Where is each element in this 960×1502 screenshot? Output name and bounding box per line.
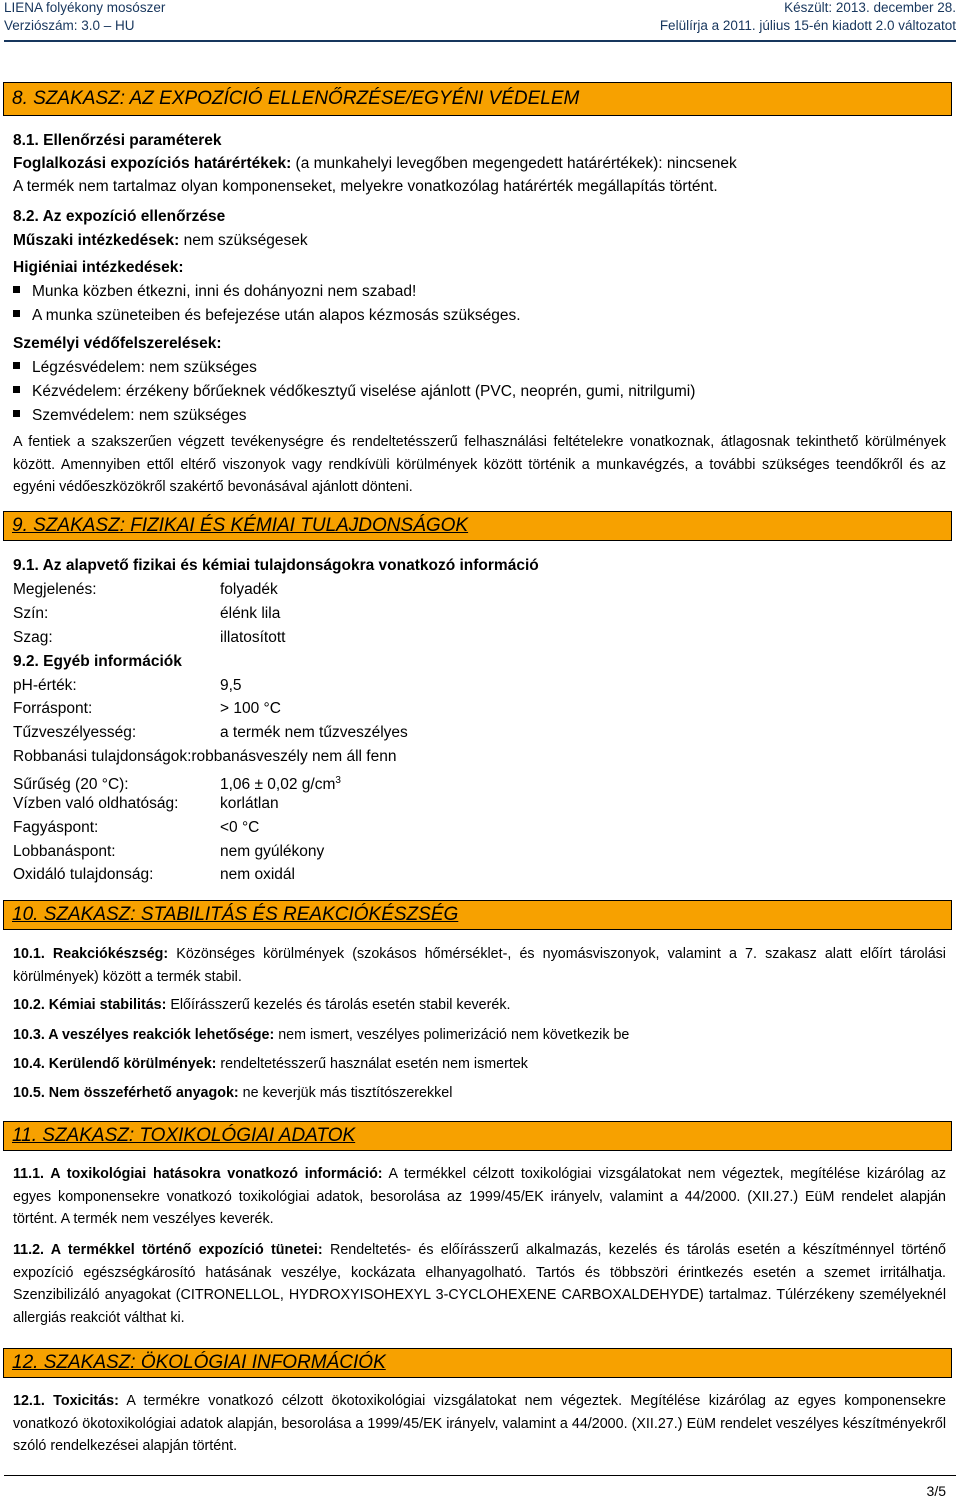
paragraph-11-2: 11.2. A termékkel történő expozíció tünetei: Rendeltetés- és előírásszerű alkalmazás, kezelés és tárolás esetén a készítménnyel történő expozíció egészségkárosító hatásának veszélye, kockázata elhanyagolható. Tartós és többszöri érintkezés esetén a szemet irritálhatja. Szenzibilizáló anyagokat (CITRONELLOL, HYDROXYISOHEXYL 3-CYCLOHEXENE CARBOXALDEHYDE) tartalmaz. Túlérzékeny személyeknél allergiás reakciót válthat ki. <box>13 1242 947 1326</box>
footer-divider <box>4 1475 956 1476</box>
bullet-item: Munka közben étkezni, inni és dohányozni nem szabad! <box>13 280 416 303</box>
bullet-square-icon <box>13 286 20 293</box>
bullet-square-icon <box>13 386 20 393</box>
page-header-row-1 <box>4 0 956 18</box>
paragraph-10-1: 10.1. Reakciókészség: Közönséges körülmények (szokásos hőmérséklet-, és nyomásviszonyok, valamint a 7. szakasz alatt előírt tárolási körülmények) között a termék stabil. <box>13 946 946 985</box>
header-product: LIENA folyékony mosószer <box>4 0 166 15</box>
property-row: Szín: élénk lila <box>13 605 281 622</box>
page-header-row-2 <box>4 18 956 36</box>
section-12-title: 12. SZAKASZ: ÖKOLÓGIAI INFORMÁCIÓK <box>3 1348 952 1378</box>
bullet-item: Szemvédelem: nem szükséges <box>13 404 247 427</box>
property-row: Szag: illatosított <box>13 629 286 646</box>
components-line: A termék nem tartalmaz olyan komponenseket, melyekre vonatkozólag határérték megállapítás történt. <box>13 178 718 195</box>
technical-measures <box>13 229 308 252</box>
section-8-title: 8. SZAKASZ: AZ EXPOZÍCIÓ ELLENŐRZÉSE/EGYÉNI VÉDELEM <box>3 82 952 116</box>
paragraph-10-4: 10.4. Kerülendő körülmények: rendeltetésszerű használat esetén nem ismertek <box>13 1056 528 1072</box>
paragraph-10-2: 10.2. Kémiai stabilitás: Előírásszerű kezelés és tárolás esetén stabil keverék. <box>13 997 511 1013</box>
limits-line <box>13 152 737 175</box>
bullet-item: Légzésvédelem: nem szükséges <box>13 356 257 379</box>
limits-value: (a munkahelyi levegőben megengedett határértékek): nincsenek <box>291 155 737 172</box>
header-version: Verziószám: 3.0 – HU <box>4 18 135 33</box>
header-divider <box>4 40 956 42</box>
property-row: Oxidáló tulajdonság: nem oxidál <box>13 866 295 883</box>
property-row: Vízben való oldhatóság: korlátlan <box>13 795 279 812</box>
paragraph-12-1: 12.1. Toxicitás: A termékre vonatkozó célzott ökotoxikológiai vizsgálatokat nem végeztek. Megítélése kizárólag az egyes komponensekre vonatkozó ökotoxikológiai adatok alapján, besorolása a 1999/45/EK irányelv, valamint a 44/2000. (XII.27.) EüM rendelet veszélyes készítményekről szóló rendelkezései alapján történt. <box>13 1393 946 1454</box>
bullet-item: A munka szüneteiben és befejezése után alapos kézmosás szükséges. <box>13 304 521 327</box>
section-8-note: A fentiek a szakszerűen végzett tevékenységre és rendeltetésszerű felhasználási feltételekre vonatkoznak, átlagosnak tekinthető körülmények között. Amennyiben ettől eltérő viszonyok vagy rendkívüli körülmények között történik a munkavégzés, a további szükséges teendőkről és az egyéni védőeszközökről szakértő bevonásával ajánlott dönteni. <box>13 434 946 495</box>
heading-9-2: 9.2. Egyéb információk <box>13 653 182 670</box>
section-9-title: 9. SZAKASZ: FIZIKAI ÉS KÉMIAI TULAJDONSÁGOK <box>3 511 952 541</box>
page-number: 3/5 <box>926 1483 946 1499</box>
ppe-label: Személyi védőfelszerelések: <box>13 335 222 352</box>
bullet-square-icon <box>13 362 20 369</box>
heading-9-1: 9.1. Az alapvető fizikai és kémiai tulajdonságokra vonatkozó információ <box>13 557 539 574</box>
property-row: Lobbanáspont: nem gyúlékony <box>13 843 325 860</box>
property-row: Megjelenés: folyadék <box>13 581 278 598</box>
bullet-item: Kézvédelem: érzékeny bőrűeknek védőkesztyű viselése ajánlott (PVC, neoprén, gumi, nitrilgumi) <box>13 380 695 403</box>
paragraph-10-3: 10.3. A veszélyes reakciók lehetősége: nem ismert, veszélyes polimerizáció nem következik be <box>13 1027 630 1043</box>
hygiene-label: Higiéniai intézkedések: <box>13 259 184 276</box>
tech-value: nem szükségesek <box>179 232 308 249</box>
limits-label: Foglalkozási expozíciós határértékek: <box>13 155 292 172</box>
tech-label: Műszaki intézkedések: <box>13 232 180 249</box>
header-created: Készült: 2013. december 28. <box>784 0 956 15</box>
bullet-square-icon <box>13 410 20 417</box>
section-11-title: 11. SZAKASZ: TOXIKOLÓGIAI ADATOK <box>3 1121 952 1151</box>
unit-superscript: 3 <box>335 775 341 786</box>
header-supersedes: Felülírja a 2011. július 15-én kiadott 2.0 változatot <box>659 18 956 33</box>
property-row: Robbanási tulajdonságok:robbanásveszély nem áll fenn <box>13 748 397 765</box>
paragraph-11-1: 11.1. A toxikológiai hatásokra vonatkozó információ: A termékkel célzott toxikológiai vizsgálatokat nem végeztek, megítélése kizárólag az egyes komponensekre vonatkozó toxikológiai adatok, besorolása az 1999/45/EK irányelv, valamint a 44/2000. (XII.27.) EüM rendelet alapján történt. A termék nem veszélyes keverék. <box>13 1166 947 1227</box>
paragraph-10-5: 10.5. Nem összeférhető anyagok: ne keverjük más tisztítószerekkel <box>13 1085 453 1101</box>
property-row: Forráspont: > 100 °C <box>13 700 281 717</box>
bullet-square-icon <box>13 310 20 317</box>
section-10-title: 10. SZAKASZ: STABILITÁS ÉS REAKCIÓKÉSZSÉG <box>3 900 952 930</box>
heading-8-1: 8.1. Ellenőrzési paraméterek <box>13 132 222 149</box>
property-row: Sűrűség (20 °C): 1,06 ± 0,02 $g/cm^3$ <box>13 775 341 794</box>
property-row: Tűzveszélyesség: a termék nem tűzveszélyes <box>13 724 408 741</box>
heading-8-2: 8.2. Az expozíció ellenőrzése <box>13 208 226 225</box>
property-row: Fagyáspont: <0 °C <box>13 819 260 836</box>
property-row: pH-érték: 9,5 <box>13 677 242 694</box>
